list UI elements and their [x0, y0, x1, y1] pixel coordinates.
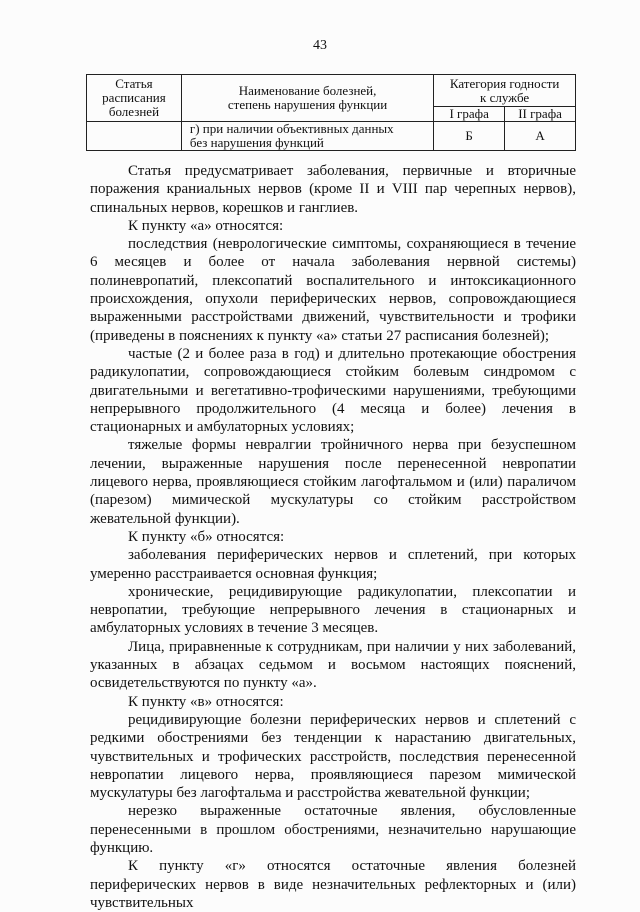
paragraph: Статья предусматривает заболевания, первичные и вторичные поражения краниальных нервов (кроме II и VIII пар черепных нервов), спинальных нервов, корешков и ганглиев.	[90, 163, 576, 216]
grafa-2-header: II графа	[505, 107, 576, 122]
paragraph: нерезко выраженные остаточные явления, обусловленные перенесенными в прошлом обострениями, незначительно нарушающие функцию.	[90, 803, 576, 856]
document-body	[90, 162, 576, 912]
paragraph: К пункту «в» относятся:	[128, 693, 284, 710]
category-table	[86, 74, 576, 151]
paragraph: последствия (неврологические симптомы, сохраняющиеся в течение 6 месяцев и более от начала заболевания нервной системы) полиневропатий, плексопатий воспалительного и интоксикационного происхождения, опухоли периферических нервов, сопровождающиеся выраженными расстройствами движений, чувствительности и трофики (приведены в пояснениях к пункту «а» статьи 27 расписания болезней);	[90, 236, 576, 344]
article-cell	[87, 122, 182, 151]
paragraph: хронические, рецидивирующие радикулопатии, плексопатии и невропатии, требующие непрерывного лечения в стационарных и амбулаторных условиях в течение 3 месяцев.	[90, 583, 576, 637]
paragraph: рецидивирующие болезни периферических нервов и сплетений с редкими обострениями без тенденции к нарастанию двигательных, чувствительных и трофических расстройств, последствия перенесенной невропатии лицевого нерва, проявляющиеся парезом мимической мускулатуры без лагофтальма и расстройства жевательной функции;	[90, 711, 576, 802]
name-header: Наименование болезней, степень нарушения функции	[181, 75, 433, 122]
grafa-1-value: Б	[434, 122, 505, 151]
paragraph: К пункту «б» относятся:	[128, 528, 285, 545]
category-header: Категория годности к службе	[434, 75, 576, 107]
paragraph: заболевания периферических нервов и сплетений, при которых умеренно расстраивается основная функция;	[90, 547, 576, 582]
diseases-cell: г) при наличии объективных данных без нарушения функций	[181, 122, 433, 151]
page-number: 43	[313, 38, 327, 53]
paragraph: тяжелые формы невралгии тройничного нерва при безуспешном лечении, выраженные нарушения после перенесенной невропатии лицевого нерва, проявляющиеся стойким лагофтальмом и (или) параличом (парезом) мимической мускулатуры со стойким расстройством жевательной функции).	[90, 437, 576, 527]
article-header: Статья расписания болезней	[87, 75, 182, 122]
table-header-row	[87, 75, 576, 107]
paragraph: К пункту «а» относятся:	[128, 217, 284, 234]
grafa-2-value: А	[505, 122, 576, 151]
paragraph: частые (2 и более раза в год) и длительно протекающие обострения радикулопатии, сопровождающиеся стойким болевым синдромом с двигательными и вегетативно-трофическими нарушениями, требующими непрерывного продолжительного (4 месяца и более) лечения в стационарных и амбулаторных условиях;	[90, 345, 576, 436]
paragraph: Лица, приравненные к сотрудникам, при наличии у них заболеваний, указанных в абзацах седьмом и восьмом настоящих пояснений, освидетельствуются по пункту «а».	[90, 638, 576, 692]
paragraph: К пункту «г» относятся остаточные явления болезней периферических нервов в виде незначительных рефлекторных и (или) чувствительных	[90, 858, 576, 911]
grafa-1-header: I графа	[434, 107, 505, 122]
table-row	[87, 122, 576, 151]
